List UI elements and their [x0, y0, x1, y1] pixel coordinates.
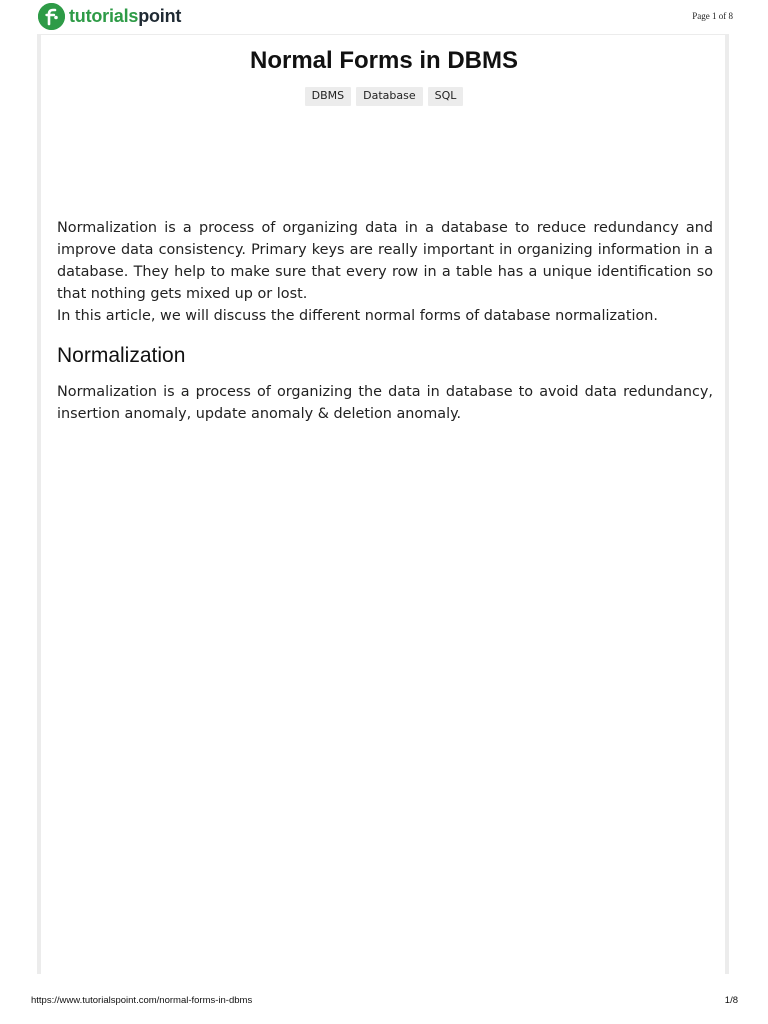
intro-paragraph: Normalization is a process of organizing data in a database to reduce redundancy and improve data consistency. Primary keys are really important in organizing information in a database. They help to make sure that every row in a table has a unique identification so that nothing gets mixed up or lost. [57, 220, 713, 302]
intro-section [57, 217, 713, 327]
tag-sql[interactable]: SQL [428, 87, 464, 106]
tag-list [0, 87, 768, 106]
logo-text-tutorials: tutorials [69, 5, 139, 26]
tag-dbms[interactable]: DBMS [305, 87, 352, 106]
normalization-paragraph: Normalization is a process of organizing the data in database to avoid data redundancy, insertion anomaly, update anomaly & deletion anomaly. [57, 384, 713, 422]
tag-database[interactable]: Database [356, 87, 423, 106]
section-heading-normalization: Normalization [57, 344, 186, 367]
normalization-section [57, 381, 713, 425]
article-title: Normal Forms in DBMS [249, 47, 519, 74]
footer-page-number: 1/8 [724, 995, 738, 1006]
content-frame [37, 34, 729, 974]
tutorialspoint-logo[interactable] [38, 2, 181, 30]
logo-text-point: point [138, 5, 182, 26]
page-header [0, 0, 768, 34]
footer-url[interactable]: https://www.tutorialspoint.com/normal-forms-in-dbms [31, 995, 253, 1006]
page-indicator: Page 1 of 8 [692, 11, 733, 21]
intro-paragraph-2: In this article, we will discuss the different normal forms of database normalization. [57, 308, 659, 324]
logo-icon [38, 3, 65, 30]
logo-wordmark [69, 6, 181, 27]
